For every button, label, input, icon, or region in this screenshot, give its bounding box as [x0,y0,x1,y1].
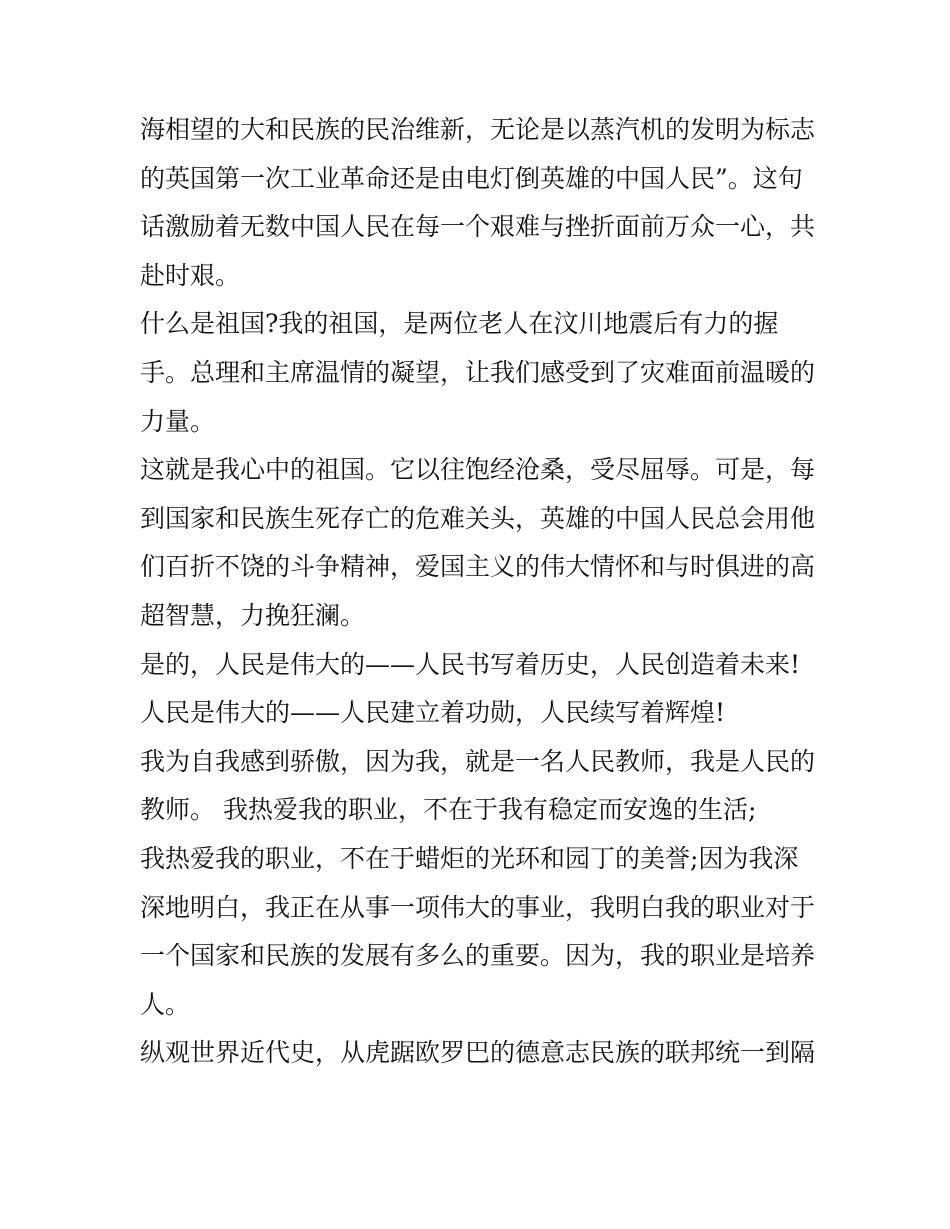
text-line: 教师。 我热爱我的职业，不在于我有稳定而安逸的生活; [140,795,757,825]
text-line: 赴时艰。 [140,260,241,290]
text-line: 超智慧，力挽狂澜。 [140,600,366,630]
text-line: 人民是伟大的——人民建立着功勋，人民续写着辉煌! [140,698,726,728]
text-line: 海相望的大和民族的民治维新，无论是以蒸汽机的发明为标志 [140,115,816,144]
text-line: 深地明白，我正在从事一项伟大的事业，我明白我的职业对于 [140,892,816,922]
text-line: 们百折不饶的斗争精神，爱国主义的伟大情怀和与时俱进的高 [140,552,816,582]
text-line: 是的，人民是伟大的——人民书写着历史，人民创造着未来! [140,649,801,679]
text-line: 到国家和民族生死存亡的危难关头，英雄的中国人民总会用他 [140,503,816,533]
body-text [140,106,820,1078]
text-line: 力量。 [140,406,216,436]
text-line: 这就是我心中的祖国。它以往饱经沧桑，受尽屈辱。可是，每 [140,455,816,485]
text-line: 纵观世界近代史，从虎踞欧罗巴的德意志民族的联邦统一到隔 [140,1038,816,1068]
text-line: 什么是祖国?我的祖国，是两位老人在汶川地震后有力的握 [140,309,779,339]
text-line: 话激励着无数中国人民在每一个艰难与挫折面前万众一心，共 [140,212,816,242]
text-line: 手。总理和主席温情的凝望，让我们感受到了灾难面前温暖的 [140,357,816,387]
text-line: 一个国家和民族的发展有多么的重要。因为，我的职业是培养 [140,941,816,971]
text-line: 人。 [140,989,191,1019]
text-line: 的英国第一次工业革命还是由电灯倒英雄的中国人民”。这句 [140,163,803,193]
text-line: 我热爱我的职业，不在于蜡炬的光环和园丁的美誉;因为我深 [140,843,799,873]
text-line: 我为自我感到骄傲，因为我，就是一名人民教师，我是人民的 [140,746,816,776]
